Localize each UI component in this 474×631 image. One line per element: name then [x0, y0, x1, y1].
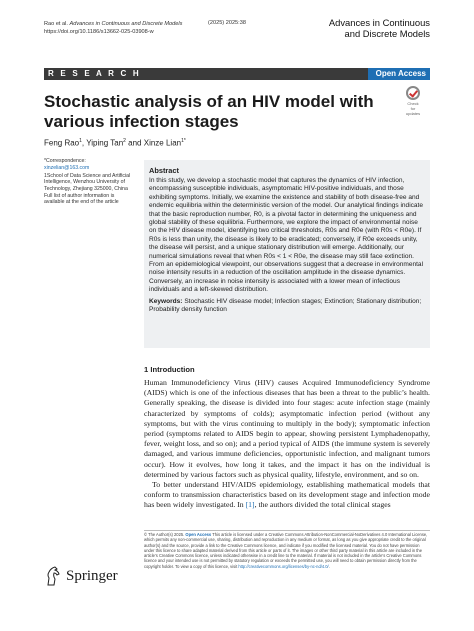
citation-link[interactable]: [1]	[245, 500, 255, 510]
body-text	[144, 378, 430, 511]
running-header	[44, 20, 182, 36]
journal-name-line2: and Discrete Models	[344, 28, 430, 39]
correspondence-email[interactable]: xinzelian@163.com	[44, 165, 90, 172]
header-year-article: (2025) 2025:38	[208, 20, 246, 26]
author-name[interactable]: Xinze Lian	[143, 138, 182, 148]
keywords	[149, 298, 425, 315]
open-access-badge: Open Access	[368, 68, 430, 80]
paragraph: Human Immunodeficiency Virus (HIV) causes Acquired Immunodeficiency Syndrome (AIDS) which is one of the infectious diseases that has been a threat to the public’s health. Generally speaking, the disease is divided into four stages: acute infection stage (mainly characterized by symptoms of colds); asymptomatic infection period (without any symptoms, but with the virus continuing to multiply in the body); symptomatic infection period (symptoms related to AIDS begin to appear, showing persistent Lymphadenopathy, fever, weight loss, and so on); and a period typical of AIDS (the immune system is severely damaged, and various immune deficiencies, opportunistic infection, and malignant tumors occur). How it evolves, how long it takes, and the impact it has on the individual is determined by various factors such as physical quality, lifestyle, environment, and so on.	[144, 378, 430, 479]
article-title: Stochastic analysis of an HIV model with various infection stages	[44, 92, 374, 131]
header-journal: Advances in Continuous and Discrete Models	[69, 21, 183, 27]
author-name[interactable]: Yiping Tan	[86, 138, 124, 148]
section-heading: 1 Introduction	[144, 365, 195, 374]
journal-name	[329, 17, 430, 39]
abstract-heading: Abstract	[149, 166, 179, 175]
check-for-updates-button[interactable]	[405, 86, 421, 116]
keywords-label: Keywords:	[149, 297, 183, 305]
paragraph: To better understand HIV/AIDS epidemiology, establishing mathematical models that conform to transmission characteristics based on its development stage and infection mode has been widely investigated. In [1], the authors divided the total clinical stages	[144, 480, 430, 510]
publisher-logo	[44, 566, 118, 586]
author-info-note: Full list of author information is available at the end of the article	[44, 193, 119, 206]
header-authors: Rao et al.	[44, 21, 68, 27]
publisher-name: Springer	[66, 567, 118, 584]
keywords-list: Stochastic HIV disease model; Infection stages; Extinction; Stationary distribution; Probability density function	[149, 297, 422, 314]
author-list: Feng Rao$^1$, Yiping Tan$^2$ and Xinze Lian$^{1*}$	[44, 138, 186, 148]
divider	[144, 530, 430, 531]
license-open-access: Open Access	[185, 532, 212, 537]
article-type-bar	[44, 68, 430, 80]
author-info-sidebar	[44, 158, 136, 207]
license-notice: © The Author(s) 2025. Open Access This article is licensed under a Creative Commons Attribution-NonCommercial-NoDerivatives 4.0 International License, which permits any non-commercial use, sharing, distribution and reproduction in any medium or format, as long as you give appropriate credit to the original author(s) and the source, provide a link to the Creative Commons licence, and indicate if you modified the licensed material. You do not have permission under this licence to share adapted material derived from this article or parts of it. The images or other third party material in this article are included in the article’s Creative Commons licence, unless indicated otherwise in a credit line to the material. If material is not included in the article’s Creative Commons licence and your intended use is not permitted by statutory regulation or exceeds the permitted use, you will need to obtain permission directly from the copyright holder. To view a copy of this licence, visit http://creativecommons.org/licenses/by-nc-nd/4.0/.	[144, 532, 428, 569]
check-for-updates-icon	[406, 86, 420, 100]
correspondence-label: *Correspondence:	[44, 158, 86, 164]
journal-name-line1: Advances in Continuous	[328, 17, 430, 28]
check-for-updates-label: Check for updates	[405, 101, 421, 116]
author-name[interactable]: Feng Rao	[44, 138, 80, 148]
article-type-label: R E S E A R C H	[48, 69, 141, 78]
abstract-box	[144, 160, 430, 348]
abstract-text: In this study, we develop a stochastic model that captures the dynamics of HIV infection, encompassing susceptible individuals, asymptomatic HIV-positive individuals, and those exhibiting symptoms. Initially, we examine the existence and stability of both disease-free and endemic equilibria within the deterministic version of the model. Our analytical findings indicate that the basic reproduction number, R0, is a pivotal factor in determining the uniqueness and global stability of these equilibria. Furthermore, we explore the impact of environmental noise on the HIV disease model, identifying two critical thresholds, R0s and R0e (with R0s < R0e). If R0s is less than unity, the disease is likely to be eradicated; conversely, if R0e exceeds unity, the disease will persist, and a unique stationary distribution will emerge. Additionally, our numerical simulations reveal that when R0s < 1 < R0e, the disease may still face extinction. From an epidemiological viewpoint, our observations suggest that a decrease in environmental noise intensity results in a reduction of the oscillation amplitude in the disease dynamics. Conversely, an increase in noise intensity is associated with a lower mean of infectious individuals and a left-skewed distribution.	[149, 177, 424, 294]
springer-horse-icon	[44, 566, 62, 586]
license-link[interactable]: http://creativecommons.org/licenses/by-nc-nd/4.0/	[238, 563, 329, 569]
affiliation: 1School of Data Science and Artificial Intelligence, Wenzhou University of Technology, Zhejiang 325000, China	[44, 172, 131, 192]
header-doi[interactable]: https://doi.org/10.1186/s13662-025-03908-w	[44, 29, 154, 35]
